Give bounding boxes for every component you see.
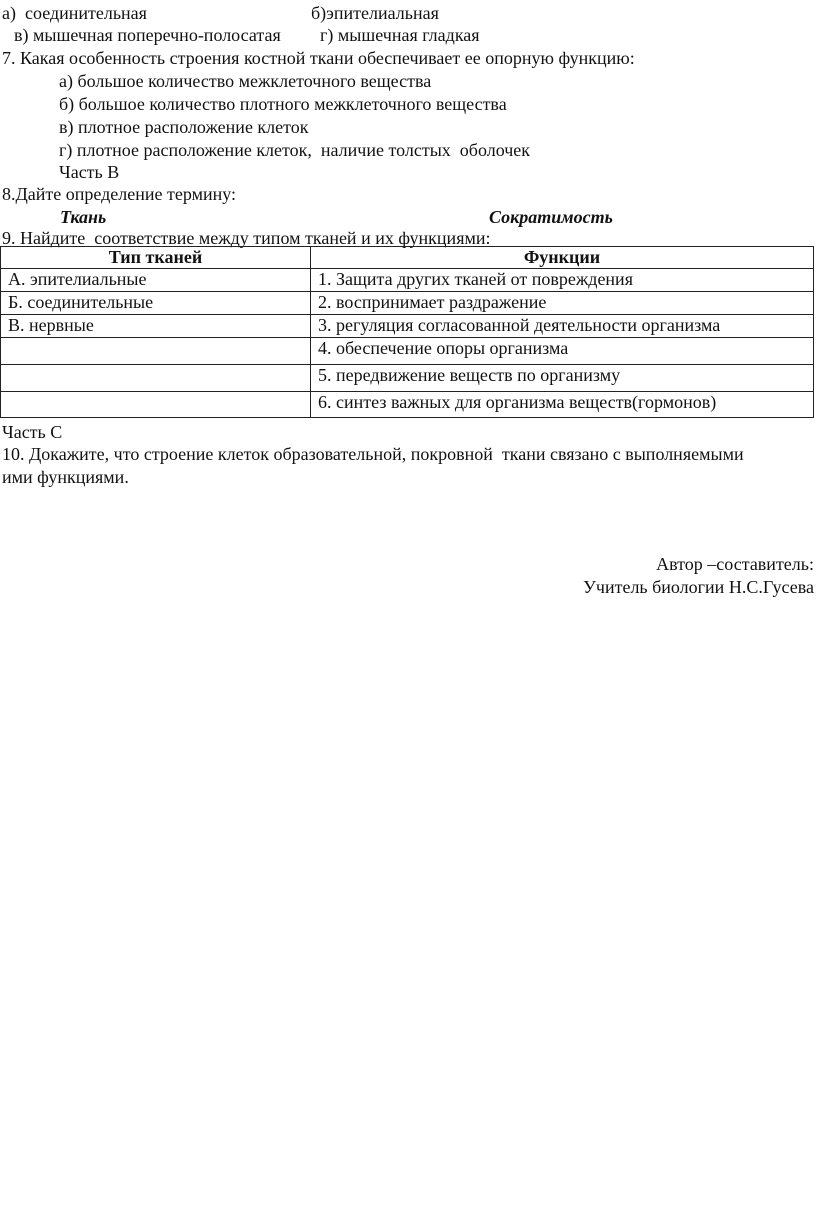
tissue-cell bbox=[1, 365, 311, 392]
table-row bbox=[1, 269, 814, 292]
author-label: Автор –составитель: bbox=[656, 554, 814, 574]
tissue-cell bbox=[1, 338, 311, 365]
table-row bbox=[1, 365, 814, 392]
author-name: Учитель биологии Н.С.Гусева bbox=[583, 577, 814, 597]
table-row bbox=[1, 292, 814, 315]
function-cell: 4. обеспечение опоры организма bbox=[311, 338, 814, 365]
tissue-cell: В. нервные bbox=[1, 315, 311, 338]
option-c: в) мышечная поперечно-полосатая bbox=[14, 25, 281, 45]
matching-table bbox=[0, 246, 814, 418]
table-header-row bbox=[1, 247, 814, 269]
tissue-cell: Б. соединительные bbox=[1, 292, 311, 315]
question-10-line-2: ими функциями. bbox=[2, 467, 129, 487]
question-7: 7. Какая особенность строения костной ткани обеспечивает ее опорную функцию: bbox=[2, 48, 635, 68]
question-8: 8.Дайте определение термину: bbox=[2, 184, 237, 204]
part-c-heading: Часть С bbox=[2, 422, 63, 442]
question-9: 9. Найдите соответствие между типом тканей и их функциями: bbox=[2, 228, 491, 248]
tissue-cell bbox=[1, 392, 311, 418]
function-cell: 6. синтез важных для организма веществ(гормонов) bbox=[311, 392, 814, 418]
option-b: б)эпителиальная bbox=[311, 3, 439, 23]
q7-option-a: а) большое количество межклеточного вещества bbox=[59, 71, 432, 91]
term-contractility: Сократимость bbox=[489, 207, 613, 227]
option-d: г) мышечная гладкая bbox=[320, 25, 480, 45]
option-a: а) соединительная bbox=[2, 3, 147, 23]
header-tissue-type: Тип тканей bbox=[1, 247, 311, 269]
question-10-line-1: 10. Докажите, что строение клеток образовательной, покровной ткани связано с выполняемыми bbox=[2, 444, 744, 464]
function-cell: 3. регуляция согласованной деятельности организма bbox=[311, 315, 814, 338]
term-tissue: Ткань bbox=[60, 207, 107, 227]
q7-option-c: в) плотное расположение клеток bbox=[59, 117, 309, 137]
q7-option-d: г) плотное расположение клеток, наличие толстых оболочек bbox=[59, 140, 531, 160]
table-row bbox=[1, 338, 814, 365]
table-row bbox=[1, 392, 814, 418]
part-b-heading: Часть В bbox=[59, 162, 120, 182]
function-cell: 2. воспринимает раздражение bbox=[311, 292, 814, 315]
table-row bbox=[1, 315, 814, 338]
q7-option-b: б) большое количество плотного межклеточного вещества bbox=[59, 94, 507, 114]
function-cell: 1. Защита других тканей от повреждения bbox=[311, 269, 814, 292]
header-functions: Функции bbox=[311, 247, 814, 269]
tissue-cell: А. эпителиальные bbox=[1, 269, 311, 292]
function-cell: 5. передвижение веществ по организму bbox=[311, 365, 814, 392]
